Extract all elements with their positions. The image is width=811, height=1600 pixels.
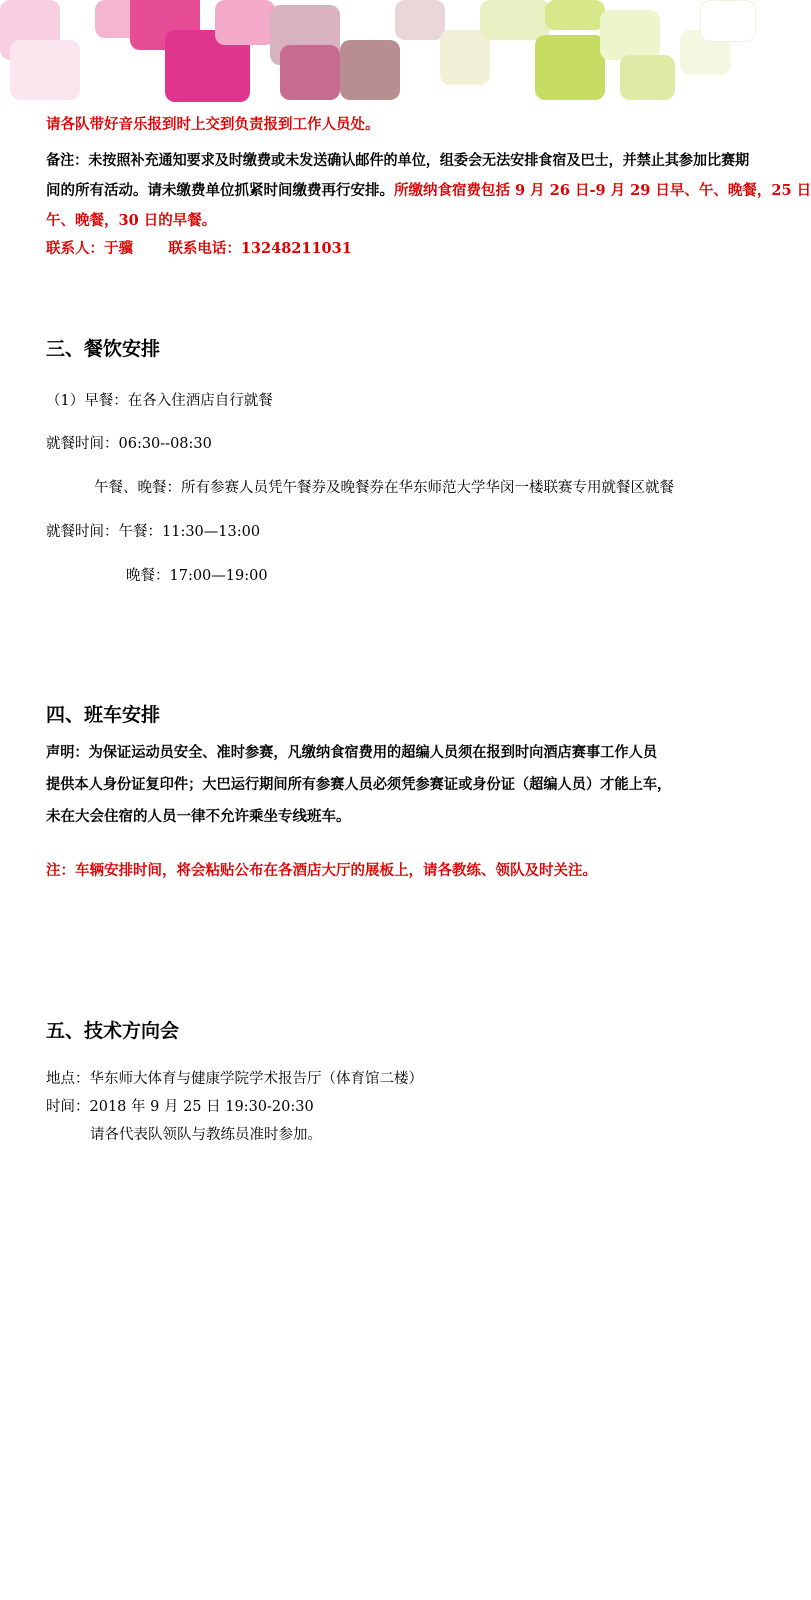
- music-notice: 请各队带好音乐报到时上交到负责报到工作人员处。: [46, 116, 380, 133]
- shuttle-line-2: 提供本人身份证复印件；大巴运行期间所有参赛人员必须凭参赛证或身份证（超编人员）才能上车，: [46, 776, 672, 793]
- lunch-time: 就餐时间：午餐：11:30—13:00: [46, 524, 261, 540]
- remark-line-2: [46, 178, 811, 204]
- remark-line-1: 备注：未按照补充通知要求及时缴费或未发送确认邮件的单位，组委会无法安排食宿及巴士，并禁止其参加比赛期: [46, 152, 750, 169]
- decorative-banner: [0, 0, 754, 112]
- meeting-time: 时间：2018 年 9 月 25 日 19:30-20:30: [46, 1099, 314, 1115]
- section-4-title: 四、班车安排: [46, 704, 161, 726]
- remark-line-2-fee: 所缴纳食宿费包括 9 月 26 日-9 月 29 日早、午、晚餐，25 日: [394, 182, 811, 199]
- meeting-location: 地点：华东师大体育与健康学院学术报告厅（体育馆二楼）: [46, 1071, 423, 1087]
- remark-line-3: 午、晚餐，30 日的早餐。: [46, 212, 217, 229]
- shuttle-note: 注：车辆安排时间，将会粘贴公布在各酒店大厅的展板上，请各教练、领队及时关注。: [46, 862, 597, 879]
- breakfast-line: （1）早餐：在各入住酒店自行就餐: [46, 393, 273, 409]
- breakfast-time: 就餐时间：06:30--08:30: [46, 436, 212, 452]
- meeting-attend: 请各代表队领队与教练员准时参加。: [90, 1127, 322, 1143]
- contact-info: 联系人：于骥 联系电话：13248211031: [46, 240, 352, 257]
- shuttle-line-3: 未在大会住宿的人员一律不允许乘坐专线班车。: [46, 808, 351, 825]
- section-5-title: 五、技术方向会: [46, 1020, 180, 1042]
- section-3-title: 三、餐饮安排: [46, 338, 161, 360]
- remark-line-2-text: 间的所有活动。请未缴费单位抓紧时间缴费再行安排。: [46, 182, 394, 199]
- shuttle-line-1: 声明：为保证运动员安全、准时参赛，凡缴纳食宿费用的超编人员须在报到时向酒店赛事工作人员: [46, 744, 658, 761]
- lunch-dinner-line: 午餐、晚餐：所有参赛人员凭午餐券及晚餐券在华东师范大学华闵一楼联赛专用就餐区就餐: [94, 480, 674, 496]
- dinner-time: 晚餐：17:00—19:00: [126, 568, 268, 584]
